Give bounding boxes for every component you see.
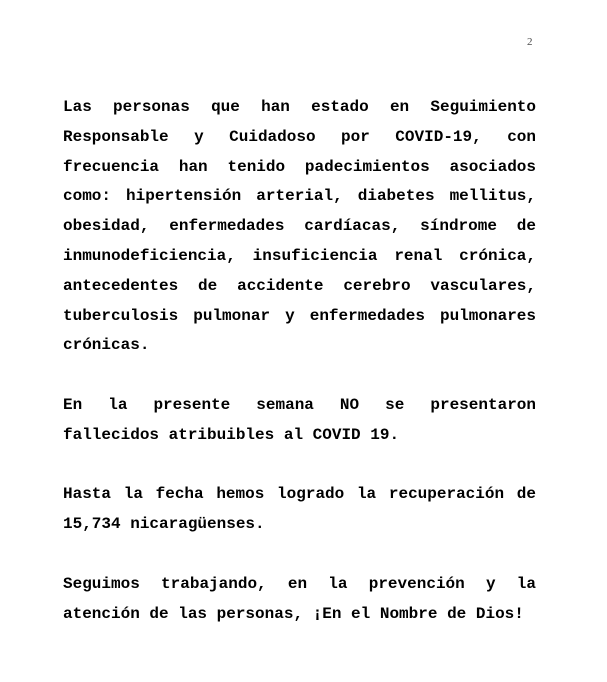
paragraph-deaths: En la presente semana NO se presentaron fallecidos atribuibles al COVID 19. [63, 395, 536, 444]
page-number: 2 [527, 36, 533, 48]
paragraph-comorbidities: Las personas que han estado en Seguimiento Responsable y Cuidadoso por COVID-19, con frecuencia han tenido padecimientos asociados como: hipertensión arterial, diabetes mellitus, obesidad, enfermedades cardíacas, síndrome de inmunodeficiencia, insuficiencia renal crónica, antecedentes de accidente cerebro vasculares, tuberculosis pulmonar y enfermedades pulmonares crónicas. [63, 98, 536, 355]
paragraph-closing: Seguimos trabajando, en la prevención y la atención de las personas, ¡En el Nombre de Dios! [63, 574, 536, 623]
paragraph-recoveries: Hasta la fecha hemos logrado la recuperación de 15,734 nicaragüenses. [63, 485, 536, 534]
document-body [63, 93, 536, 629]
